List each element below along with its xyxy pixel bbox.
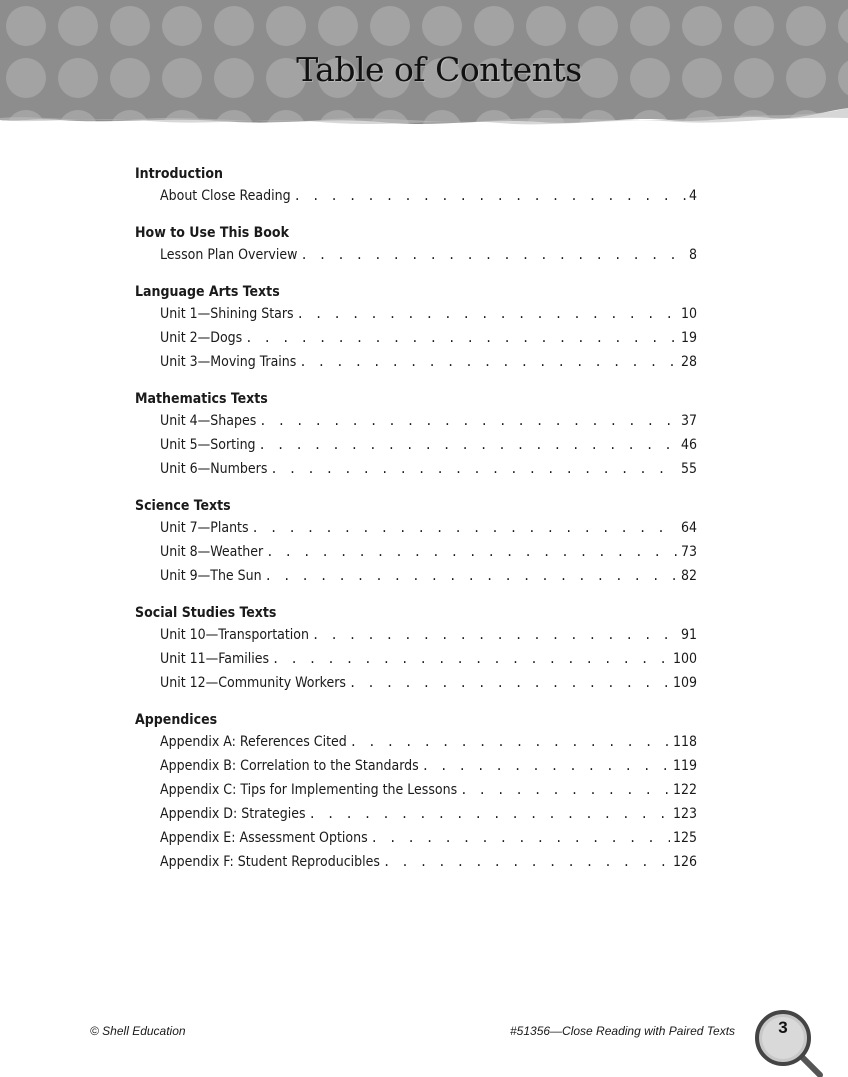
entry-label: Unit 2—Dogs	[160, 330, 243, 346]
section-title: Introduction	[135, 166, 223, 182]
entry-page-number: 37	[680, 413, 697, 429]
entry-label: Appendix B: Correlation to the Standards	[160, 758, 419, 774]
entry-page-number: 123	[672, 806, 697, 822]
entry-page-number: 118	[672, 734, 697, 750]
entry-label: Appendix D: Strategies	[160, 806, 306, 822]
toc-section	[135, 223, 697, 267]
page-title: Table of Contents	[296, 50, 582, 89]
entry-label: Appendix A: References Cited	[160, 734, 347, 750]
entry-page-number: 122	[672, 782, 697, 798]
footer-copyright: © Shell Education	[90, 1024, 186, 1038]
entry-label: Unit 10—Transportation	[160, 627, 309, 643]
entry-label: Unit 8—Weather	[160, 544, 264, 560]
entry-page-number: 4	[688, 188, 697, 204]
entry-page-number: 100	[672, 651, 697, 667]
entry-label: Lesson Plan Overview	[160, 247, 298, 263]
toc-section	[135, 496, 697, 588]
toc-section	[135, 164, 697, 208]
toc-entry[interactable]	[135, 778, 697, 802]
entry-page-number: 82	[680, 568, 697, 584]
dot-leader	[422, 754, 670, 778]
entry-page-number: 91	[680, 627, 697, 643]
entry-label: Unit 3—Moving Trains	[160, 354, 297, 370]
section-title: Appendices	[135, 712, 218, 728]
entry-label: Unit 1—Shining Stars	[160, 306, 294, 322]
dot-leader	[259, 409, 678, 433]
dot-leader	[265, 564, 678, 588]
entry-page-number: 126	[672, 854, 697, 870]
dot-leader	[460, 778, 670, 802]
entry-page-number: 46	[680, 437, 697, 453]
dot-leader	[259, 433, 678, 457]
toc-section	[135, 603, 697, 695]
toc-entry[interactable]	[135, 516, 697, 540]
toc-entry[interactable]	[135, 243, 697, 267]
dot-leader	[309, 802, 670, 826]
toc-entry[interactable]	[135, 409, 697, 433]
entry-label: Unit 11—Families	[160, 651, 270, 667]
entry-label: Appendix E: Assessment Options	[160, 830, 368, 846]
section-title: Social Studies Texts	[135, 605, 277, 621]
entry-label: About Close Reading	[160, 188, 291, 204]
dot-leader	[371, 826, 670, 850]
entry-label: Unit 9—The Sun	[160, 568, 262, 584]
section-title: Language Arts Texts	[135, 284, 280, 300]
section-title: Mathematics Texts	[135, 391, 268, 407]
toc-section	[135, 710, 697, 874]
dot-leader	[300, 243, 686, 267]
dot-leader	[312, 623, 678, 647]
toc-entry[interactable]	[135, 647, 697, 671]
footer-book-info: #51356—Close Reading with Paired Texts	[510, 1024, 736, 1038]
dot-leader	[383, 850, 670, 874]
toc-entry[interactable]	[135, 350, 697, 374]
entry-page-number: 64	[680, 520, 697, 536]
entry-page-number: 19	[680, 330, 697, 346]
toc-entry[interactable]	[135, 326, 697, 350]
entry-label: Appendix F: Student Reproducibles	[160, 854, 380, 870]
entry-page-number: 55	[680, 461, 697, 477]
entry-page-number: 10	[680, 306, 697, 322]
dot-leader	[270, 457, 678, 481]
toc-entry[interactable]	[135, 850, 697, 874]
entry-label: Appendix C: Tips for Implementing the Lessons	[160, 782, 458, 798]
section-title: How to Use This Book	[135, 225, 289, 241]
toc-entry[interactable]	[135, 433, 697, 457]
toc-entry[interactable]	[135, 754, 697, 778]
toc-entry[interactable]	[135, 302, 697, 326]
toc-entry[interactable]	[135, 457, 697, 481]
section-title: Science Texts	[135, 498, 231, 514]
toc-entry[interactable]	[135, 826, 697, 850]
entry-page-number: 109	[672, 675, 697, 691]
entry-label: Unit 6—Numbers	[160, 461, 268, 477]
entry-label: Unit 5—Sorting	[160, 437, 256, 453]
toc-entry[interactable]	[135, 802, 697, 826]
entry-label: Unit 4—Shapes	[160, 413, 257, 429]
toc-entry[interactable]	[135, 564, 697, 588]
dot-leader	[252, 516, 678, 540]
toc-section	[135, 389, 697, 481]
dot-leader	[350, 730, 670, 754]
dot-leader	[349, 671, 670, 695]
entry-page-number: 119	[672, 758, 697, 774]
dot-leader	[299, 350, 678, 374]
entry-page-number: 73	[680, 544, 697, 560]
dot-leader	[294, 184, 686, 208]
entry-label: Unit 7—Plants	[160, 520, 249, 536]
entry-label: Unit 12—Community Workers	[160, 675, 346, 691]
toc-entry[interactable]	[135, 623, 697, 647]
table-of-contents	[135, 164, 697, 889]
dot-leader	[297, 302, 678, 326]
toc-section	[135, 282, 697, 374]
toc-entry[interactable]	[135, 540, 697, 564]
toc-entry[interactable]	[135, 671, 697, 695]
dot-leader	[266, 540, 678, 564]
toc-entry[interactable]	[135, 184, 697, 208]
entry-page-number: 125	[672, 830, 697, 846]
magnifier-icon	[750, 1005, 848, 1077]
entry-page-number: 8	[688, 247, 697, 263]
page-number: 3	[778, 1018, 788, 1037]
entry-page-number: 28	[680, 354, 697, 370]
dot-leader	[245, 326, 678, 350]
toc-entry[interactable]	[135, 730, 697, 754]
dot-leader	[272, 647, 670, 671]
